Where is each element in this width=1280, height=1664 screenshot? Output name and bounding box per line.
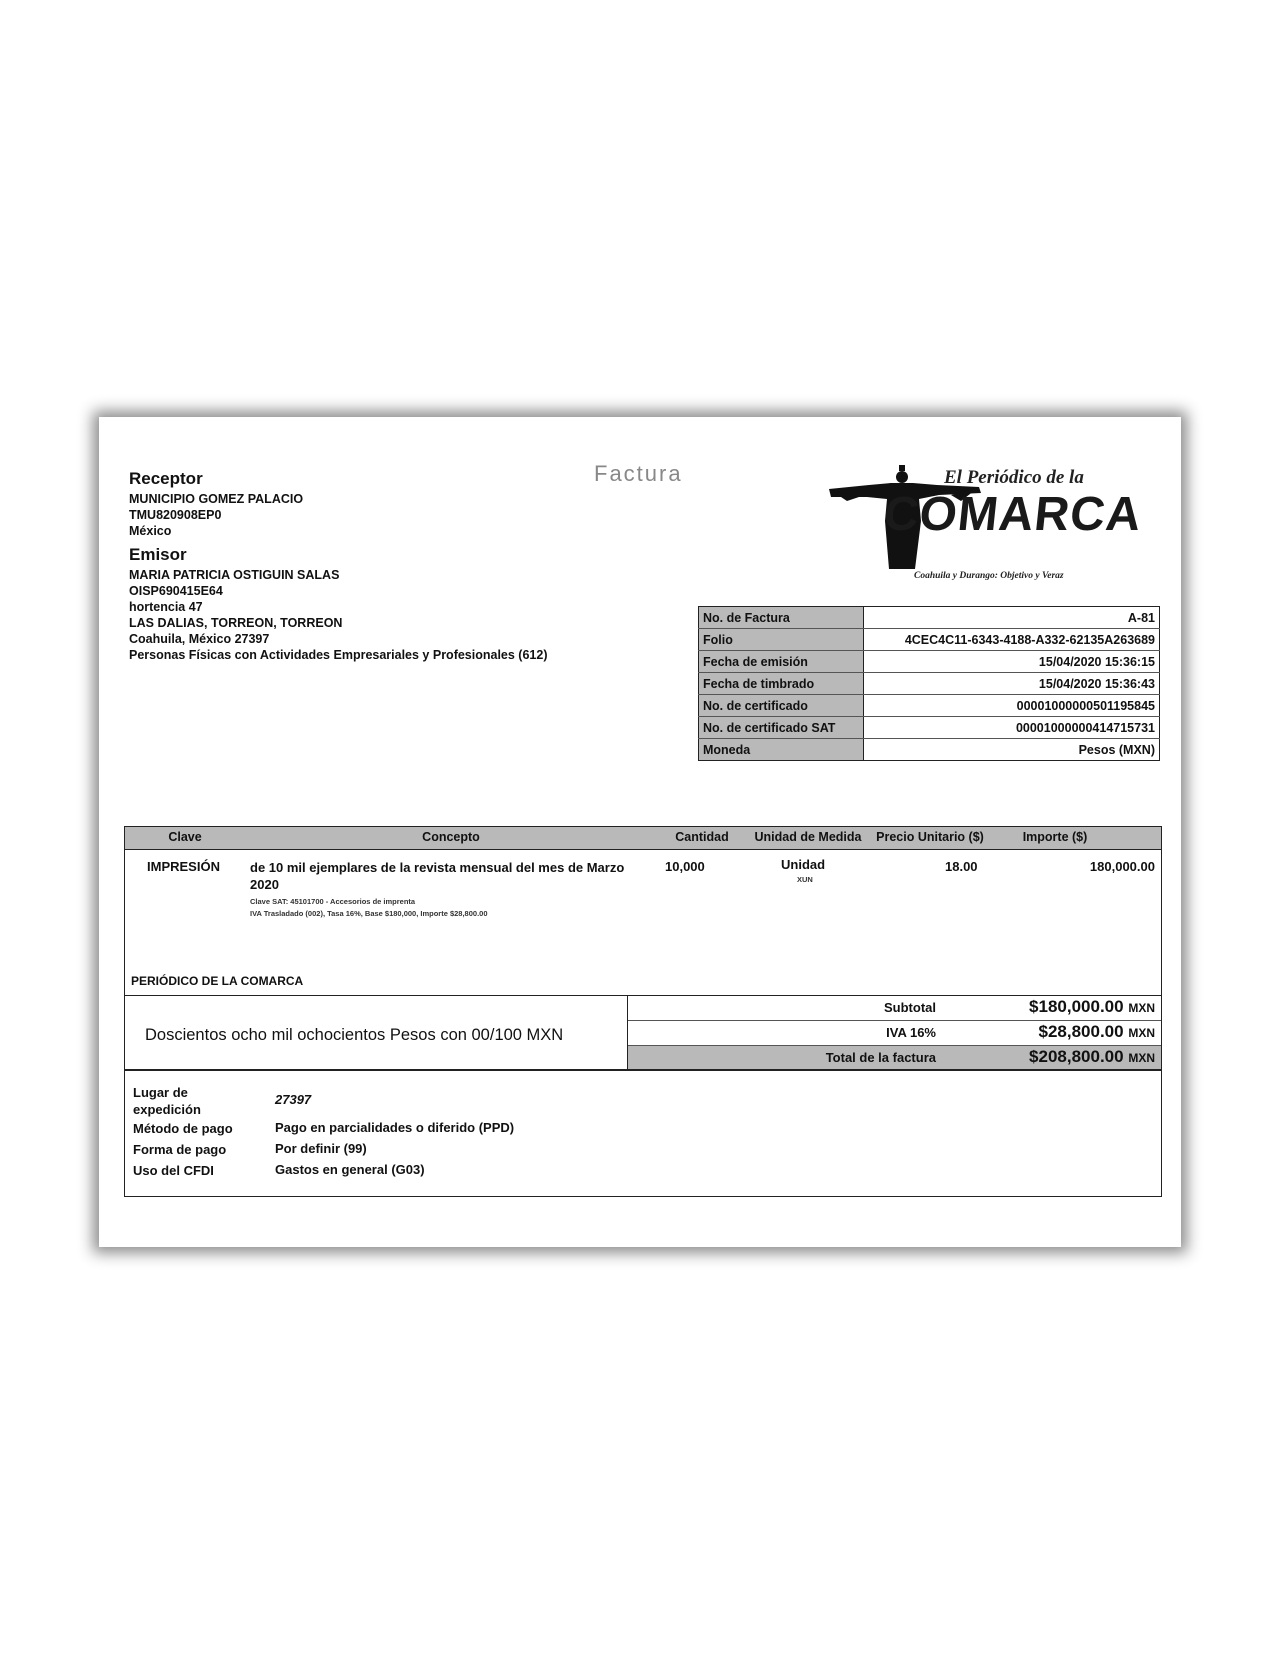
item-unidad: Unidad	[781, 857, 826, 872]
metodo-label: Método de pago	[133, 1121, 233, 1136]
document-title: Factura	[594, 461, 683, 486]
iva-row	[628, 1021, 1161, 1046]
metodo-value: Pago en parcialidades o diferido (PPD)	[275, 1120, 515, 1135]
info-label: Fecha de timbrado	[699, 673, 864, 695]
header-precio: Precio Unitario ($)	[876, 830, 984, 844]
lugar-value: 27397	[275, 1092, 312, 1107]
item-cantidad: 10,000	[665, 859, 705, 874]
info-value: A-81	[864, 607, 1160, 629]
invoice-sheet	[99, 417, 1181, 1247]
amount-in-words-box	[125, 996, 628, 1070]
total-row	[628, 1046, 1161, 1070]
totals-box	[124, 995, 1162, 1071]
iva-value: $28,800.00 MXN	[1038, 1022, 1155, 1041]
info-row	[699, 673, 1160, 695]
emisor-rfc: OISP690415E64	[129, 584, 223, 598]
emisor-street: hortencia 47	[129, 600, 203, 614]
info-row	[699, 607, 1160, 629]
emisor-name: MARIA PATRICIA OSTIGUIN SALAS	[129, 568, 340, 582]
item-concepto: de 10 mil ejemplares de la revista mensual del mes de Marzo 2020	[250, 860, 625, 892]
emisor-heading: Emisor	[129, 545, 187, 564]
company-logo	[829, 461, 1159, 591]
receptor-heading: Receptor	[129, 469, 203, 488]
emisor-state: Coahuila, México 27397	[129, 632, 270, 646]
info-row	[699, 651, 1160, 673]
forma-label: Forma de pago	[133, 1142, 227, 1157]
info-value: 00001000000414715731	[864, 717, 1160, 739]
info-label: Moneda	[699, 739, 864, 761]
info-value: Pesos (MXN)	[1078, 742, 1155, 757]
emisor-regime: Personas Físicas con Actividades Empresariales y Profesionales (612)	[129, 648, 548, 662]
info-value: 4CEC4C11-6343-4188-A332-62135A263689	[864, 629, 1160, 651]
logo-tagline: Coahuila y Durango: Objetivo y Veraz	[914, 571, 1064, 581]
item-unidad-code: XUN	[797, 875, 813, 884]
item-detail-iva: IVA Trasladado (002), Tasa 16%, Base $180,000, Importe $28,800.00	[250, 909, 488, 918]
info-label: Folio	[699, 629, 864, 651]
uso-label: Uso del CFDI	[133, 1163, 214, 1178]
forma-value: Por definir (99)	[275, 1141, 367, 1156]
invoice-info-table	[698, 606, 1160, 761]
item-precio: 18.00	[945, 859, 978, 874]
items-header	[125, 827, 1161, 850]
info-label: No. de certificado	[699, 695, 864, 717]
info-value: 00001000000501195845	[864, 695, 1160, 717]
info-row	[699, 695, 1160, 717]
receptor-rfc: TMU820908EP0	[129, 508, 222, 522]
payment-details	[124, 1069, 1162, 1197]
total-value: $208,800.00 MXN	[1029, 1047, 1155, 1066]
header-clave: Clave	[168, 830, 202, 844]
amount-in-words: Doscientos ocho mil ochocientos Pesos con 00/100 MXN	[145, 1026, 564, 1044]
header-cantidad: Cantidad	[675, 830, 729, 844]
subtotal-value: $180,000.00 MXN	[1029, 997, 1155, 1016]
info-label: Fecha de emisión	[699, 651, 864, 673]
receptor-name: MUNICIPIO GOMEZ PALACIO	[129, 492, 304, 506]
item-clave: IMPRESIÓN	[147, 859, 220, 874]
observaciones-text: PERIÓDICO DE LA COMARCA	[131, 974, 304, 988]
uso-value: Gastos en general (G03)	[275, 1162, 425, 1177]
emisor-colony: LAS DALIAS, TORREON, TORREON	[129, 616, 343, 630]
iva-label: IVA 16%	[886, 1025, 936, 1040]
info-label: No. de certificado SAT	[699, 717, 864, 739]
info-label: No. de Factura	[699, 607, 864, 629]
info-value: 15/04/2020 15:36:15	[864, 651, 1160, 673]
header-concepto: Concepto	[422, 830, 480, 844]
receptor-country: México	[129, 524, 172, 538]
item-detail-clave-sat: Clave SAT: 45101700 - Accesorios de imprenta	[250, 897, 416, 906]
logo-line2: COMARCA	[881, 488, 1145, 541]
header-unidad: Unidad de Medida	[754, 830, 862, 844]
subtotal-label: Subtotal	[884, 1000, 936, 1015]
lugar-label: Lugar de expedición	[133, 1085, 201, 1117]
subtotal-row	[628, 996, 1161, 1021]
logo-line1: El Periódico de la	[944, 467, 1084, 488]
info-value: 15/04/2020 15:36:43	[864, 673, 1160, 695]
info-row	[699, 739, 1160, 761]
item-importe: 180,000.00	[1089, 859, 1155, 874]
total-label: Total de la factura	[825, 1050, 936, 1065]
items-table	[124, 826, 1162, 997]
info-row	[699, 717, 1160, 739]
header-importe: Importe ($)	[1022, 830, 1088, 844]
info-row	[699, 629, 1160, 651]
